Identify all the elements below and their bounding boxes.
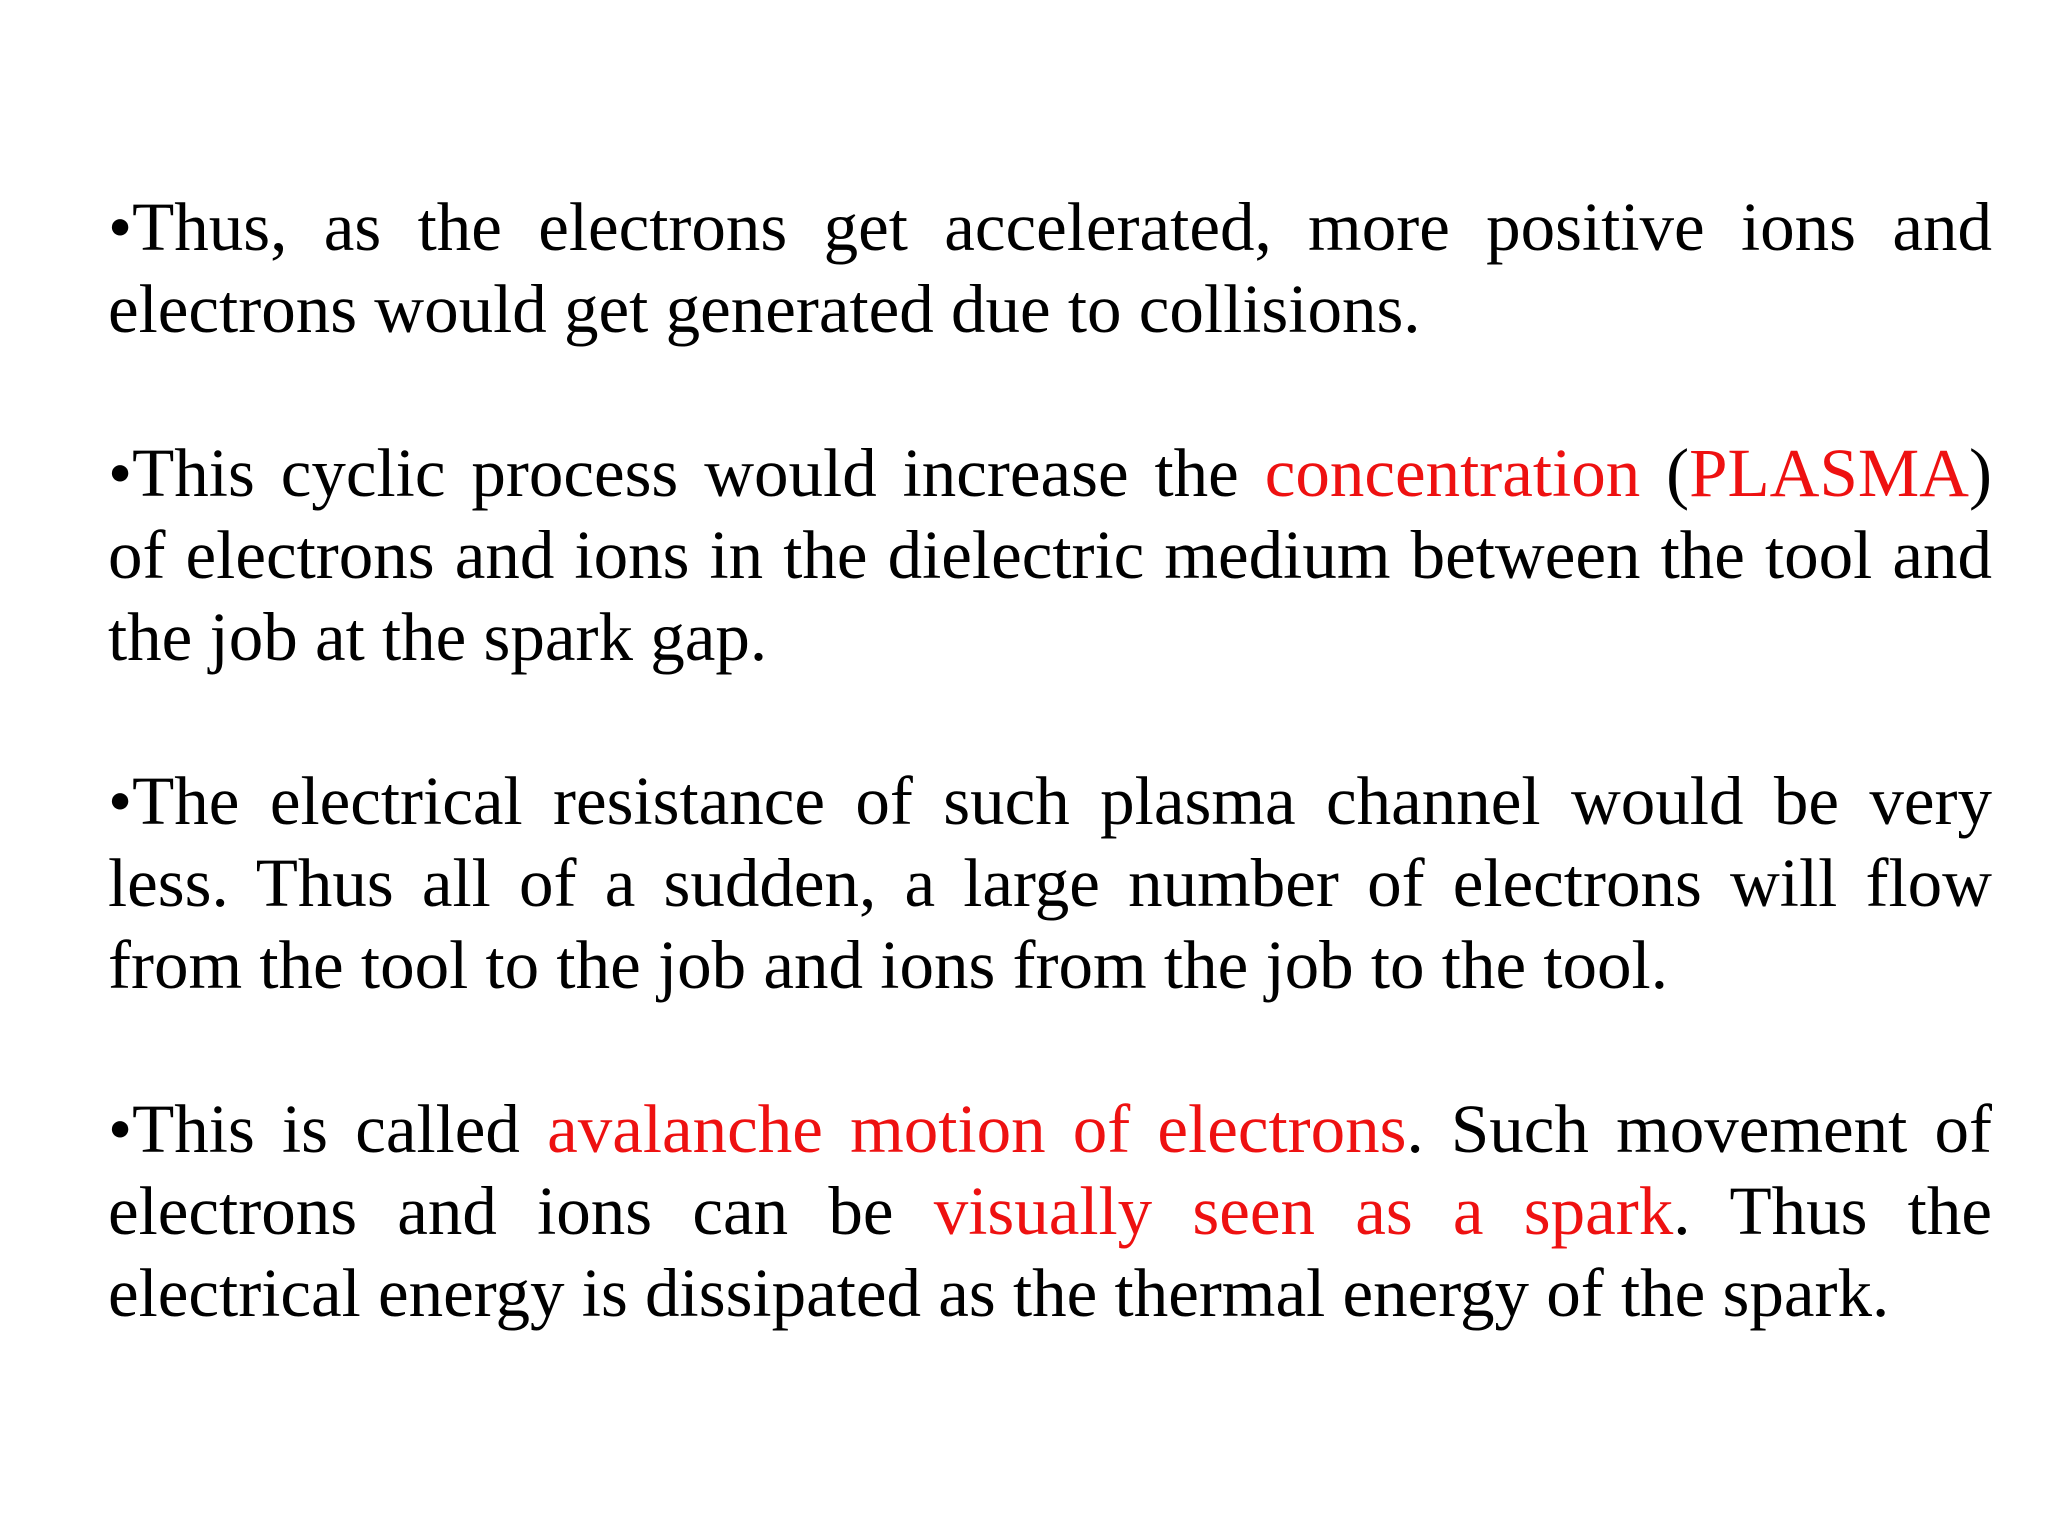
text-segment: . Such movement of electrons and ions can be <box>108 1091 1992 1249</box>
bullet-paragraph-2 <box>108 432 1992 678</box>
text-segment: •This cyclic process would increase the <box>108 435 1265 511</box>
text-segment: •The electrical resistance of such plasma channel would be very less. Thus all of a sudden, a large number of electrons will flow from the tool to the job and ions from the job to the tool. <box>108 763 1992 1003</box>
bullet-paragraph-4 <box>108 1088 1992 1334</box>
slide-body <box>108 186 1992 1334</box>
highlight-avalanche-motion: avalanche motion of electrons <box>547 1091 1407 1167</box>
bullet-paragraph-1 <box>108 186 1992 350</box>
text-segment: ( <box>1640 435 1690 511</box>
text-segment: ) of electrons and ions in the dielectric medium between the tool and the job at the spark gap. <box>108 435 1992 675</box>
bullet-paragraph-3 <box>108 760 1992 1006</box>
highlight-plasma: PLASMA <box>1689 435 1970 511</box>
highlight-visually-seen: visually seen as a spark <box>933 1173 1674 1249</box>
text-segment: •This is called <box>108 1091 548 1167</box>
text-segment: . Thus the electrical energy is dissipated as the thermal energy of the spark. <box>108 1173 1992 1331</box>
highlight-concentration: concentration <box>1264 435 1641 511</box>
text-segment: •Thus, as the electrons get accelerated, more positive ions and electrons would get generated due to collisions. <box>108 189 1992 347</box>
